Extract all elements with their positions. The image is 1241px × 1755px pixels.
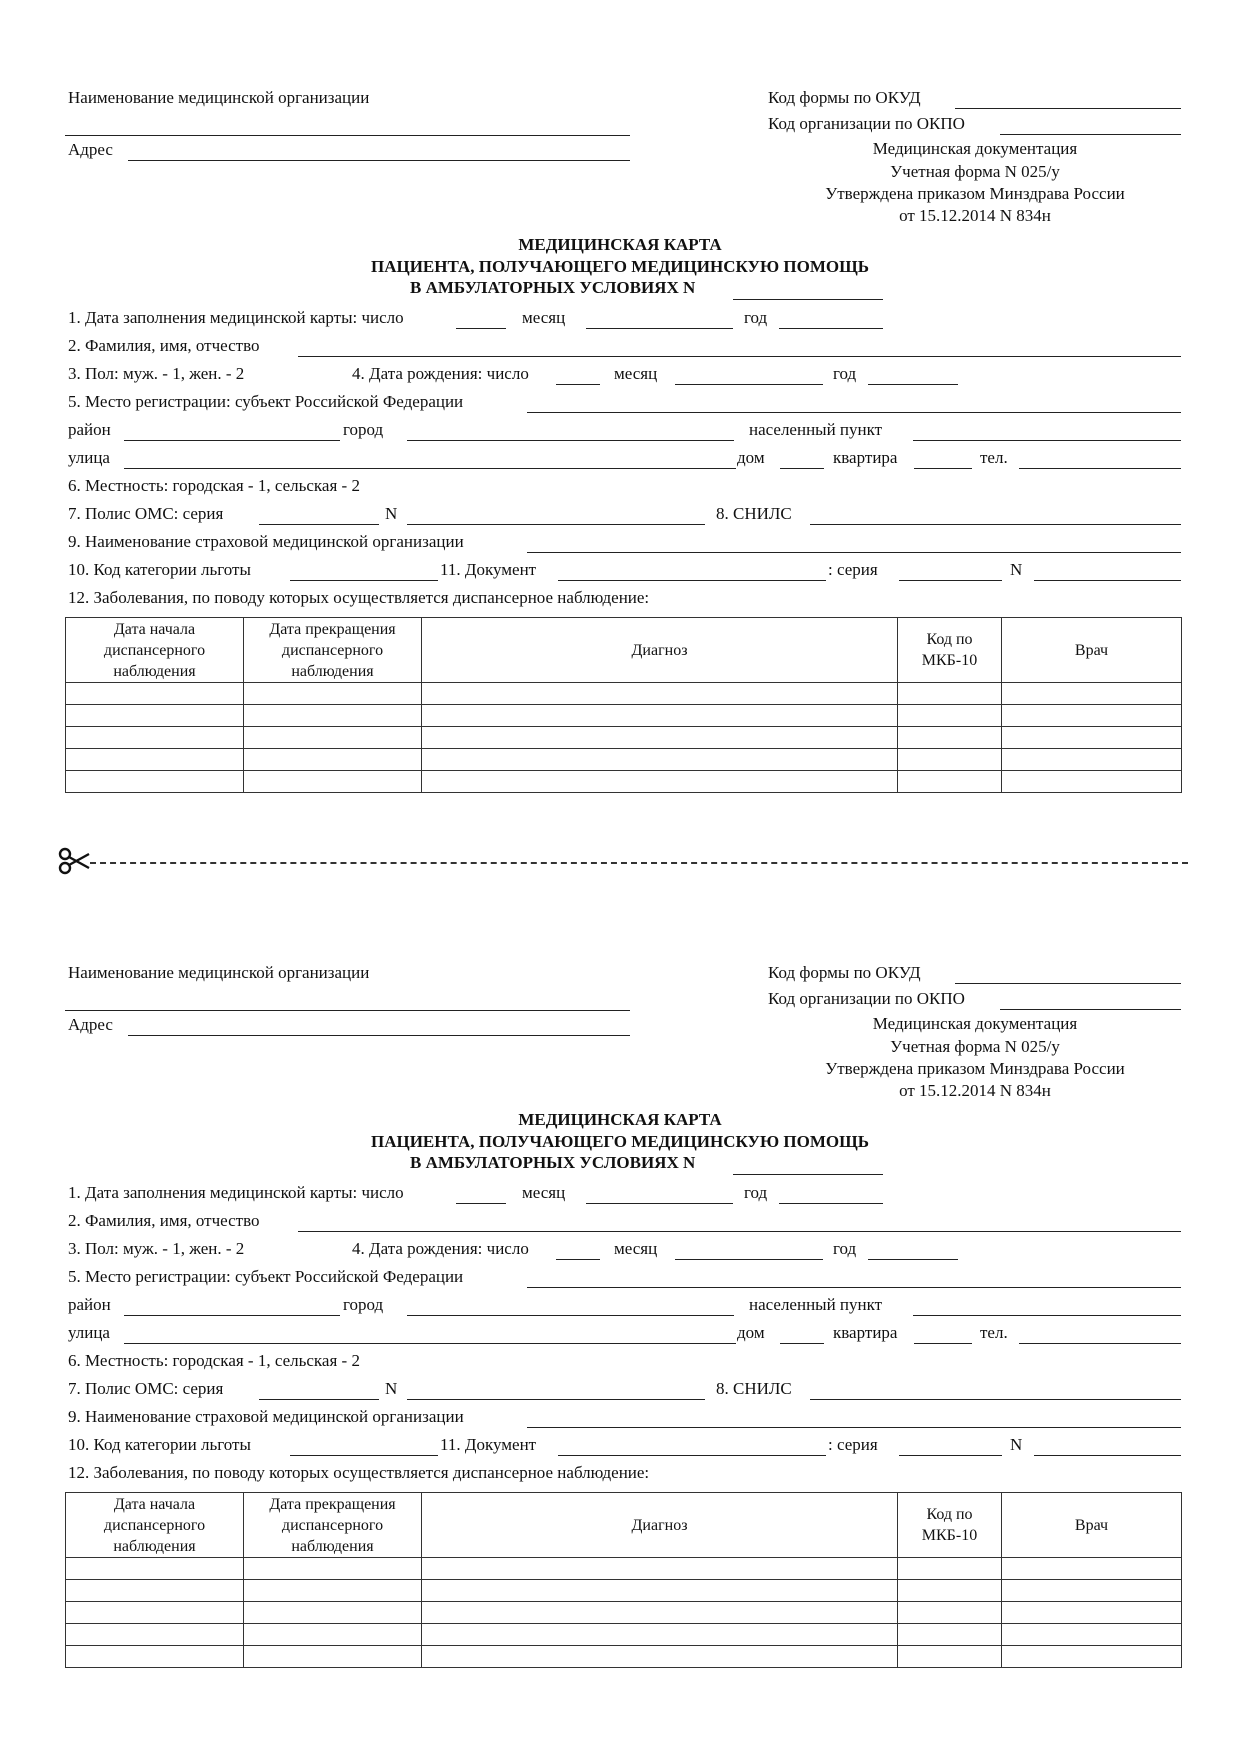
f11-document-field[interactable]	[558, 580, 826, 581]
f1-year-label: год	[744, 308, 768, 327]
table-row	[66, 1624, 1182, 1646]
table-cell[interactable]	[1002, 705, 1182, 727]
table-cell[interactable]	[66, 749, 244, 771]
f1-year-field[interactable]	[779, 1203, 883, 1204]
f1-label: 1. Дата заполнения медицинской карты: число	[68, 1183, 404, 1202]
table-cell[interactable]	[66, 1580, 244, 1602]
table-cell[interactable]	[898, 1646, 1002, 1668]
f8-snils-field[interactable]	[810, 1399, 1181, 1400]
house-label: дом	[737, 1323, 765, 1342]
col-doctor: Врач	[1002, 1493, 1182, 1558]
f4-day-field[interactable]	[556, 384, 600, 385]
table-header-row	[66, 618, 1182, 683]
table-cell[interactable]	[898, 771, 1002, 793]
street-field[interactable]	[124, 1343, 736, 1344]
f9-label: 9. Наименование страховой медицинской организации	[68, 532, 464, 551]
street-field[interactable]	[124, 468, 736, 469]
col-diagnosis: Диагноз	[422, 618, 898, 683]
f4-day-field[interactable]	[556, 1259, 600, 1260]
org-name-label: Наименование медицинской организации	[68, 963, 370, 982]
f8-label: 8. СНИЛС	[716, 504, 792, 523]
f4-year-field[interactable]	[868, 384, 958, 385]
table-cell[interactable]	[66, 771, 244, 793]
f2-label: 2. Фамилия, имя, отчество	[68, 1211, 260, 1230]
f12-label: 12. Заболевания, по поводу которых осуществляется диспансерное наблюдение:	[68, 1463, 650, 1482]
address-label: Адрес	[68, 140, 113, 159]
table-cell[interactable]	[244, 1602, 422, 1624]
locality-label: населенный пункт	[749, 1295, 883, 1314]
f7-series-field[interactable]	[259, 1399, 379, 1400]
table-cell[interactable]	[1002, 727, 1182, 749]
table-cell[interactable]	[244, 1646, 422, 1668]
title-line-2: ПАЦИЕНТА, ПОЛУЧАЮЩЕГО МЕДИЦИНСКУЮ ПОМОЩЬ	[370, 257, 869, 276]
table-cell[interactable]	[244, 1624, 422, 1646]
table-cell[interactable]	[422, 705, 898, 727]
table-cell[interactable]	[422, 1558, 898, 1580]
table-row	[66, 683, 1182, 705]
table-cell[interactable]	[1002, 683, 1182, 705]
okpo-label: Код организации по ОКПО	[768, 114, 965, 133]
f7-series-field[interactable]	[259, 524, 379, 525]
f4-month-field[interactable]	[675, 384, 823, 385]
city-label: город	[343, 420, 384, 439]
city-field[interactable]	[407, 1315, 734, 1316]
f7-number-field[interactable]	[407, 524, 705, 525]
district-field[interactable]	[124, 440, 340, 441]
f2-fullname-field[interactable]	[298, 1231, 1181, 1232]
table-row	[66, 1646, 1182, 1668]
col-end-date: Дата прекращения диспансерного наблюдения	[244, 1493, 422, 1558]
table-cell[interactable]	[898, 1602, 1002, 1624]
table-cell[interactable]	[66, 1624, 244, 1646]
phone-field[interactable]	[1019, 1343, 1181, 1344]
okpo-field[interactable]	[1000, 1009, 1181, 1010]
table-row	[66, 705, 1182, 727]
approved-by: Утверждена приказом Минздрава России	[825, 184, 1125, 203]
f1-month-label: месяц	[522, 1183, 566, 1202]
f11-label: 11. Документ	[440, 1435, 537, 1454]
f11-number-field[interactable]	[1034, 580, 1181, 581]
table-cell[interactable]	[244, 1558, 422, 1580]
table-cell[interactable]	[422, 1624, 898, 1646]
cut-line	[90, 862, 1188, 864]
f1-day-field[interactable]	[456, 1203, 506, 1204]
table-cell[interactable]	[422, 749, 898, 771]
org-name-field[interactable]	[65, 135, 630, 136]
col-end-date: Дата прекращения диспансерного наблюдения	[244, 618, 422, 683]
table-cell[interactable]	[244, 771, 422, 793]
table-cell[interactable]	[422, 771, 898, 793]
table-cell[interactable]	[422, 727, 898, 749]
f10-category-field[interactable]	[290, 580, 438, 581]
title-line-2: ПАЦИЕНТА, ПОЛУЧАЮЩЕГО МЕДИЦИНСКУЮ ПОМОЩЬ	[370, 1132, 869, 1151]
f11-label: 11. Документ	[440, 560, 537, 579]
form-copy-bottom	[0, 875, 1241, 1635]
title-line-3: В АМБУЛАТОРНЫХ УСЛОВИЯХ N	[410, 278, 696, 297]
city-field[interactable]	[407, 440, 734, 441]
f11-number-field[interactable]	[1034, 1455, 1181, 1456]
f11-series-label: : серия	[828, 560, 878, 579]
f7-number-field[interactable]	[407, 1399, 705, 1400]
okud-field[interactable]	[955, 983, 1181, 984]
f8-snils-field[interactable]	[810, 524, 1181, 525]
col-doctor: Врач	[1002, 618, 1182, 683]
table-row	[66, 749, 1182, 771]
table-cell[interactable]	[66, 683, 244, 705]
table-cell[interactable]	[244, 749, 422, 771]
table-cell[interactable]	[66, 705, 244, 727]
table-cell[interactable]	[1002, 1624, 1182, 1646]
title-line-1: МЕДИЦИНСКАЯ КАРТА	[518, 1110, 722, 1129]
table-row	[66, 1602, 1182, 1624]
table-cell[interactable]	[1002, 749, 1182, 771]
table-cell[interactable]	[244, 1580, 422, 1602]
locality-label: населенный пункт	[749, 420, 883, 439]
doc-type: Медицинская документация	[872, 139, 1078, 158]
title-line-3: В АМБУЛАТОРНЫХ УСЛОВИЯХ N	[410, 1153, 696, 1172]
f1-month-field[interactable]	[586, 1203, 733, 1204]
phone-label: тел.	[980, 448, 1008, 467]
f11-series-field[interactable]	[899, 580, 1002, 581]
apartment-field[interactable]	[914, 1343, 972, 1344]
apartment-label: квартира	[833, 1323, 898, 1342]
table-cell[interactable]	[1002, 1558, 1182, 1580]
district-label: район	[68, 420, 111, 439]
f5-label: 5. Место регистрации: субъект Российской Федерации	[68, 392, 464, 411]
district-field[interactable]	[124, 1315, 340, 1316]
f7-n-label: N	[385, 504, 398, 523]
dispensary-table	[65, 1492, 1182, 1668]
table-cell[interactable]	[898, 683, 1002, 705]
f1-year-field[interactable]	[779, 328, 883, 329]
table-row	[66, 727, 1182, 749]
apartment-label: квартира	[833, 448, 898, 467]
approved-date: от 15.12.2014 N 834н	[899, 1081, 1051, 1100]
f5-region-field[interactable]	[527, 1287, 1181, 1288]
col-start-date: Дата начала диспансерного наблюдения	[66, 1493, 244, 1558]
f4-label: 4. Дата рождения: число	[352, 364, 529, 383]
okud-label: Код формы по ОКУД	[768, 88, 921, 107]
f2-label: 2. Фамилия, имя, отчество	[68, 336, 260, 355]
f4-month-label: месяц	[614, 364, 658, 383]
f4-year-field[interactable]	[868, 1259, 958, 1260]
table-cell[interactable]	[422, 1602, 898, 1624]
table-cell[interactable]	[66, 727, 244, 749]
table-cell[interactable]	[244, 705, 422, 727]
table-cell[interactable]	[422, 683, 898, 705]
form-number: Учетная форма N 025/у	[890, 1037, 1060, 1056]
city-label: город	[343, 1295, 384, 1314]
f1-label: 1. Дата заполнения медицинской карты: число	[68, 308, 404, 327]
house-label: дом	[737, 448, 765, 467]
scissors-icon	[58, 846, 90, 876]
f11-document-field[interactable]	[558, 1455, 826, 1456]
table-cell[interactable]	[898, 749, 1002, 771]
f1-day-field[interactable]	[456, 328, 506, 329]
f7-n-label: N	[385, 1379, 398, 1398]
approved-date: от 15.12.2014 N 834н	[899, 206, 1051, 225]
table-cell[interactable]	[422, 1580, 898, 1602]
f6-label: 6. Местность: городская - 1, сельская - 2	[68, 476, 360, 495]
phone-field[interactable]	[1019, 468, 1181, 469]
f7-label: 7. Полис ОМС: серия	[68, 504, 224, 523]
form-copy-top	[0, 0, 1241, 760]
f4-month-label: месяц	[614, 1239, 658, 1258]
address-field[interactable]	[128, 160, 630, 161]
house-field[interactable]	[780, 1343, 824, 1344]
table-cell[interactable]	[66, 1646, 244, 1668]
district-label: район	[68, 1295, 111, 1314]
f9-insurer-field[interactable]	[527, 552, 1181, 553]
doc-type: Медицинская документация	[872, 1014, 1078, 1033]
org-name-label: Наименование медицинской организации	[68, 88, 370, 107]
f6-label: 6. Местность: городская - 1, сельская - 2	[68, 1351, 360, 1370]
table-cell[interactable]	[1002, 1602, 1182, 1624]
card-number-field[interactable]	[733, 1174, 883, 1175]
okud-label: Код формы по ОКУД	[768, 963, 921, 982]
house-field[interactable]	[780, 468, 824, 469]
f9-insurer-field[interactable]	[527, 1427, 1181, 1428]
table-cell[interactable]	[244, 683, 422, 705]
f3-label: 3. Пол: муж. - 1, жен. - 2	[68, 1239, 245, 1258]
apartment-field[interactable]	[914, 468, 972, 469]
table-header-row	[66, 1493, 1182, 1558]
f7-label: 7. Полис ОМС: серия	[68, 1379, 224, 1398]
f12-label: 12. Заболевания, по поводу которых осуществляется диспансерное наблюдение:	[68, 588, 650, 607]
f11-series-label: : серия	[828, 1435, 878, 1454]
f4-year-label: год	[833, 1239, 857, 1258]
f3-label: 3. Пол: муж. - 1, жен. - 2	[68, 364, 245, 383]
street-label: улица	[68, 448, 110, 467]
f1-month-label: месяц	[522, 308, 566, 327]
card-number-field[interactable]	[733, 299, 883, 300]
col-icd10: Код по МКБ-10	[898, 1493, 1002, 1558]
f10-category-field[interactable]	[290, 1455, 438, 1456]
f11-series-field[interactable]	[899, 1455, 1002, 1456]
f10-label: 10. Код категории льготы	[68, 1435, 251, 1454]
f2-fullname-field[interactable]	[298, 356, 1181, 357]
table-cell[interactable]	[898, 727, 1002, 749]
table-cell[interactable]	[66, 1558, 244, 1580]
table-cell[interactable]	[1002, 771, 1182, 793]
locality-field[interactable]	[913, 1315, 1181, 1316]
f4-month-field[interactable]	[675, 1259, 823, 1260]
table-row	[66, 1580, 1182, 1602]
table-cell[interactable]	[244, 727, 422, 749]
f4-year-label: год	[833, 364, 857, 383]
approved-by: Утверждена приказом Минздрава России	[825, 1059, 1125, 1078]
table-cell[interactable]	[422, 1646, 898, 1668]
table-cell[interactable]	[1002, 1646, 1182, 1668]
table-cell[interactable]	[1002, 1580, 1182, 1602]
f4-label: 4. Дата рождения: число	[352, 1239, 529, 1258]
locality-field[interactable]	[913, 440, 1181, 441]
okpo-label: Код организации по ОКПО	[768, 989, 965, 1008]
col-icd10: Код по МКБ-10	[898, 618, 1002, 683]
f5-label: 5. Место регистрации: субъект Российской Федерации	[68, 1267, 464, 1286]
f10-label: 10. Код категории льготы	[68, 560, 251, 579]
f5-region-field[interactable]	[527, 412, 1181, 413]
address-field[interactable]	[128, 1035, 630, 1036]
org-name-field[interactable]	[65, 1010, 630, 1011]
f1-year-label: год	[744, 1183, 768, 1202]
table-row	[66, 771, 1182, 793]
f8-label: 8. СНИЛС	[716, 1379, 792, 1398]
street-label: улица	[68, 1323, 110, 1342]
phone-label: тел.	[980, 1323, 1008, 1342]
f11-n-label: N	[1010, 560, 1023, 579]
table-cell[interactable]	[898, 1624, 1002, 1646]
table-row	[66, 1558, 1182, 1580]
table-cell[interactable]	[898, 1558, 1002, 1580]
table-cell[interactable]	[898, 1580, 1002, 1602]
title-line-1: МЕДИЦИНСКАЯ КАРТА	[518, 235, 722, 254]
form-number: Учетная форма N 025/у	[890, 162, 1060, 181]
col-start-date: Дата начала диспансерного наблюдения	[66, 618, 244, 683]
table-cell[interactable]	[898, 705, 1002, 727]
f9-label: 9. Наименование страховой медицинской организации	[68, 1407, 464, 1426]
f11-n-label: N	[1010, 1435, 1023, 1454]
f1-month-field[interactable]	[586, 328, 733, 329]
okpo-field[interactable]	[1000, 134, 1181, 135]
okud-field[interactable]	[955, 108, 1181, 109]
address-label: Адрес	[68, 1015, 113, 1034]
table-cell[interactable]	[66, 1602, 244, 1624]
col-diagnosis: Диагноз	[422, 1493, 898, 1558]
dispensary-table	[65, 617, 1182, 793]
